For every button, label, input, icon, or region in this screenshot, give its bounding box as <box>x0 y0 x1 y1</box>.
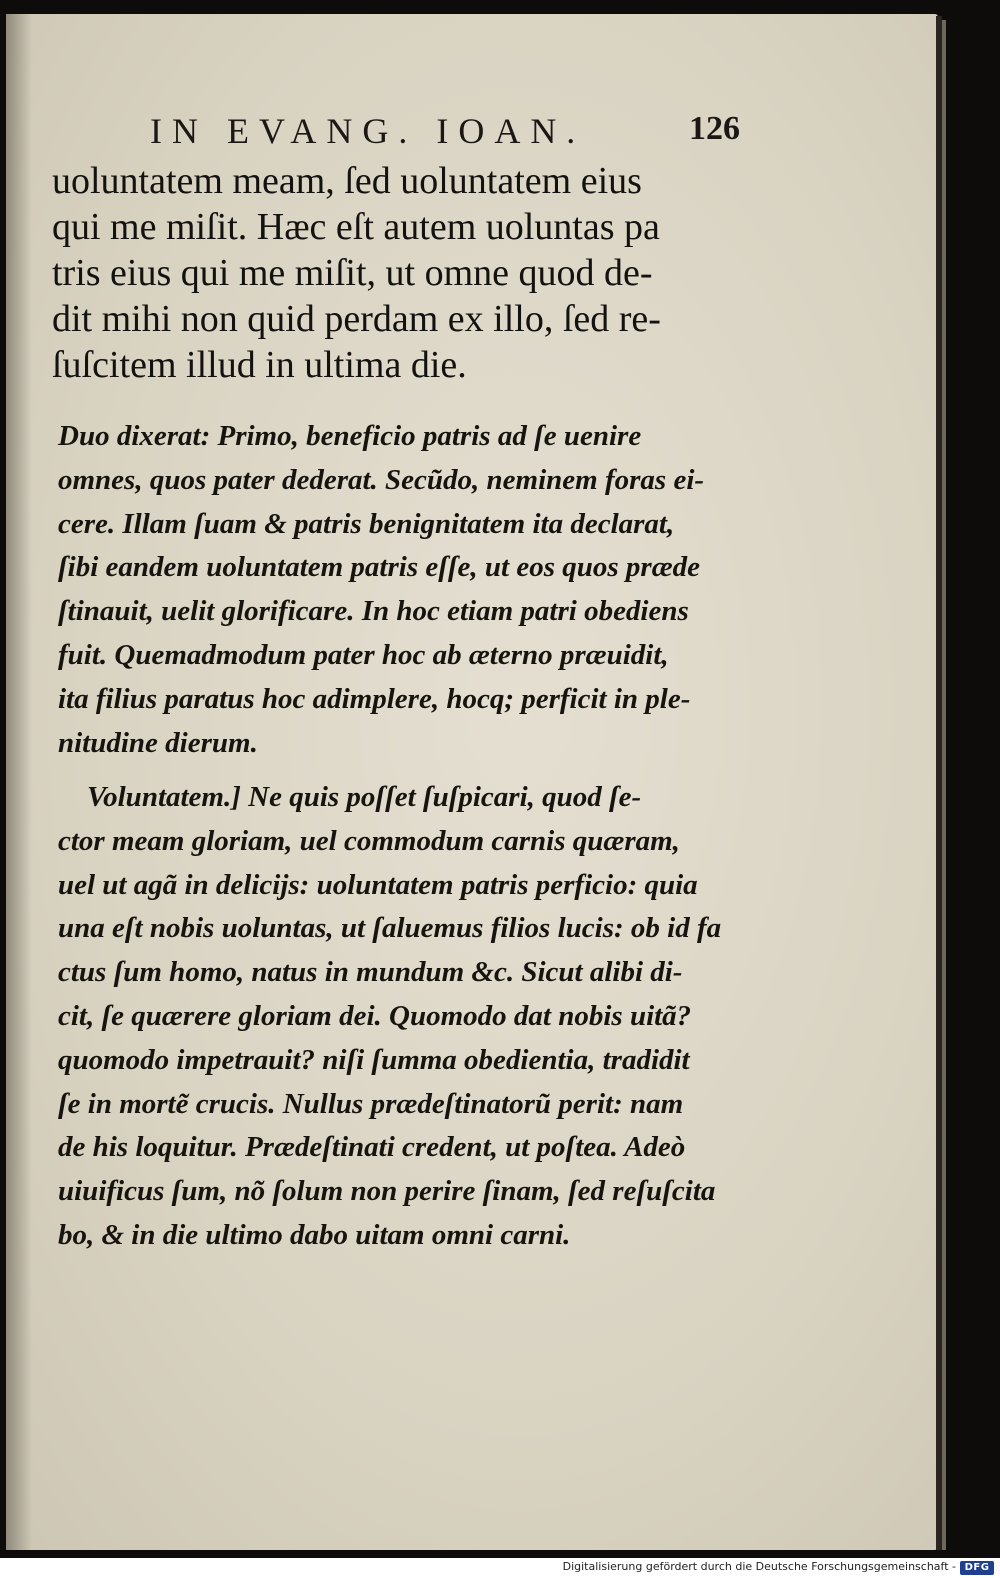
page-gutter-shadow <box>6 14 32 1550</box>
page-number: 126 <box>689 110 740 147</box>
commentary-paragraph-2: Voluntatem.] Ne quis poſſet ſuſpicari, quod ſe- ctor meam gloriam, uel commodum carnis quæram, uel ut agã in delicijs: uoluntatem patris perficio: quia una eſt nobis uoluntas, ut ſaluemus filios lucis: ob id fa ctus ſum homo, natus in mundum &c. Sicut alibi di- cit, ſe quærere gloriam dei. Quomodo dat nobis uitã? quomodo impetrauit? niſi ſumma obedientia, tradidit ſe in mortẽ crucis. Nullus prædeſtinatorũ perit: nam de his loquitur. Prædeſtinati credent, ut poſtea. Adeò uiuificus ſum, nõ ſolum non perire ſinam, ſed reſuſcita bo, & in die ultimo dabo uitam omni carni. <box>58 781 722 1251</box>
running-title: IN EVANG. IOAN. <box>150 111 586 151</box>
dfg-logo: DFG <box>960 1561 994 1575</box>
footer-credit: Digitalisierung gefördert durch die Deutsche Forschungsgemeinschaft - <box>562 1560 956 1573</box>
digitization-footer <box>0 1558 1000 1578</box>
commentary-paragraph-1: Duo dixerat: Primo, beneficio patris ad ſe uenire omnes, quos pater dederat. Secũdo, neminem foras ei- cere. Illam ſuam & patris benignitatem ita declarat, ſibi eandem uoluntatem patris eſſe, ut eos quos præde ſtinauit, uelit glorificare. In hoc etiam patri obediens fuit. Quemadmodum pater hoc ab æterno præuidit, ita filius paratus hoc adimplere, hocq; perficit in ple- nitudine dierum. <box>58 420 705 759</box>
show-through-text <box>68 1264 708 1334</box>
page-edge-layer <box>942 20 946 1550</box>
running-head <box>150 110 740 156</box>
scripture-passage: uoluntatem meam, ſed uoluntatem eius qui me miſit. Hæc eſt autem uoluntas pa tris eius qui me miſit, ut omne quod de- dit mihi non quid perdam ex illo, ſed re- ſuſcitem illud in ultima die. <box>52 160 661 386</box>
